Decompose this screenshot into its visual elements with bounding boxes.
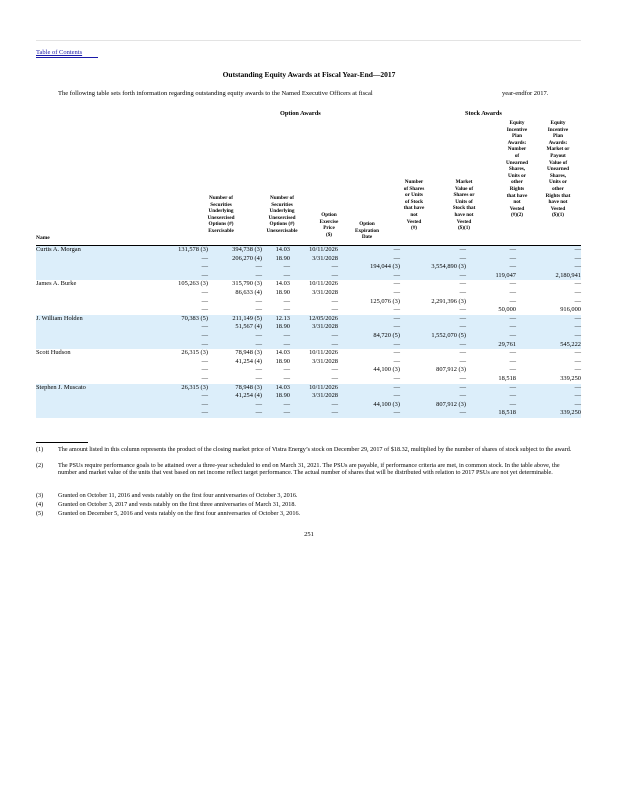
cell-c4: — — [331, 306, 338, 314]
table-row — [36, 323, 581, 332]
cell-c2: — — [255, 366, 262, 374]
table-row — [36, 358, 581, 367]
cell-c1: — — [201, 374, 208, 382]
cell-c6: — — [459, 374, 466, 382]
cell-c1: — — [201, 297, 208, 305]
cell-c4: 3/31/2028 — [312, 288, 338, 296]
cell-c7: — — [466, 246, 516, 255]
page-number: 251 — [304, 531, 314, 538]
page-title: Outstanding Equity Awards at Fiscal Year-End—2017 — [222, 70, 396, 79]
cell-c7: — — [466, 392, 516, 401]
table-row — [36, 315, 581, 324]
cell-name — [36, 263, 164, 272]
cell-c4: — — [290, 409, 338, 418]
footnote-number: (1) — [36, 446, 44, 453]
cell-c3: — — [262, 341, 290, 350]
cell-c8: — — [516, 263, 581, 272]
cell-c2: — — [208, 401, 262, 410]
cell-c5: — — [338, 341, 400, 350]
cell-name: Curtis A. Morgan — [36, 246, 164, 255]
cell-c7: — — [466, 401, 516, 410]
cell-c3: — — [262, 401, 290, 410]
cell-c5: — — [338, 323, 400, 332]
cell-c3: — — [262, 409, 290, 418]
cell-c4: 10/11/2026 — [309, 280, 338, 288]
cell-c3: 14.03 — [262, 384, 290, 393]
cell-c6: — — [400, 323, 466, 332]
cell-c8: — — [516, 332, 581, 341]
cell-c6: — — [459, 288, 466, 296]
cell-c7: — — [509, 366, 516, 374]
table-row — [36, 298, 581, 307]
cell-c1: 26,315 (3) — [181, 349, 208, 357]
cell-c1: — — [201, 366, 208, 374]
cell-c3: 12.13 — [262, 315, 290, 324]
cell-c8: — — [516, 246, 581, 255]
cell-c8: — — [574, 280, 581, 288]
cell-c3: — — [283, 374, 290, 382]
cell-c8: 916,000 — [560, 306, 581, 314]
cell-c7: — — [466, 255, 516, 264]
outstanding-equity-awards-table — [36, 246, 581, 418]
cell-c5: — — [393, 357, 400, 365]
cell-c3: — — [262, 332, 290, 341]
cell-c5: — — [338, 384, 400, 393]
cell-c8: — — [516, 401, 581, 410]
table-row — [36, 366, 581, 375]
table-row — [36, 409, 581, 418]
footnote-number: (5) — [36, 510, 44, 517]
cell-c4: 10/11/2026 — [309, 349, 338, 357]
cell-c6: 3,554,890 (3) — [400, 263, 466, 272]
cell-c6: — — [400, 384, 466, 393]
cell-c3: 14.03 — [275, 349, 290, 357]
cell-c2: 41,254 (4) — [208, 392, 262, 401]
cell-c2: 78,948 (3) — [208, 384, 262, 393]
cell-c8: — — [516, 384, 581, 393]
cell-c1: — — [164, 263, 208, 272]
footnote-number: (3) — [36, 492, 44, 499]
footnote-number: (2) — [36, 462, 44, 469]
cell-c3: 18.90 — [275, 288, 290, 296]
cell-c3: 14.03 — [275, 280, 290, 288]
cell-c3: 18.90 — [262, 323, 290, 332]
cell-c6: — — [400, 341, 466, 350]
cell-c6: 2,291,396 (3) — [431, 297, 466, 305]
cell-c5: — — [338, 255, 400, 264]
footnote-text: Granted on December 5, 2016 and vests ratably on the first four anniversaries of October 3, 2016. — [58, 510, 301, 517]
cell-c7: — — [509, 357, 516, 365]
footnote-text: The PSUs require performance goals to be attained over a three-year scheduled to end on March 31, 2021. The PSUs are payable, if performance criteria are met, in common stock. In the table above, the number and market value of the units that vest based on net income reflect target performance. The actual number of shares that will be distributed with relation to 2017 PSUs are not yet determinable. — [58, 462, 560, 477]
cell-c8: — — [574, 349, 581, 357]
cell-c4: — — [331, 374, 338, 382]
cell-c4: — — [290, 341, 338, 350]
cell-c2: — — [255, 297, 262, 305]
cell-c1: — — [164, 332, 208, 341]
cell-c2: 78,948 (3) — [235, 349, 262, 357]
table-row — [36, 289, 581, 298]
cell-c5: — — [393, 288, 400, 296]
cell-c2: — — [255, 374, 262, 382]
intro-paragraph — [58, 90, 549, 97]
cell-c7: — — [466, 332, 516, 341]
cell-c1: — — [201, 357, 208, 365]
cell-c5: — — [338, 392, 400, 401]
cell-c4: — — [331, 297, 338, 305]
cell-c5: — — [393, 349, 400, 357]
table-row — [36, 280, 581, 289]
cell-c1: — — [164, 341, 208, 350]
cell-c5: 194,044 (3) — [338, 263, 400, 272]
cell-c1: — — [164, 392, 208, 401]
cell-c3: — — [283, 297, 290, 305]
cell-c3: 14.03 — [262, 246, 290, 255]
cell-c5: 125,076 (3) — [370, 297, 400, 305]
cell-c5: — — [338, 315, 400, 324]
cell-c4: — — [290, 272, 338, 281]
cell-c7: — — [509, 297, 516, 305]
cell-c6: 807,912 (3) — [400, 401, 466, 410]
cell-c7: — — [466, 315, 516, 324]
cell-c8: 545,222 — [516, 341, 581, 350]
cell-c5: 44,100 (3) — [373, 366, 400, 374]
cell-c7: 29,761 — [466, 341, 516, 350]
cell-c6: 807,912 (3) — [436, 366, 466, 374]
cell-c7: — — [509, 288, 516, 296]
cell-c6: — — [400, 315, 466, 324]
table-row — [36, 341, 581, 350]
cell-c4: — — [290, 263, 338, 272]
table-row — [36, 401, 581, 410]
cell-c3: 18.90 — [262, 392, 290, 401]
cell-name — [36, 392, 164, 401]
cell-c4: — — [290, 401, 338, 410]
cell-c6: — — [400, 246, 466, 255]
cell-c1: — — [164, 401, 208, 410]
cell-c7: — — [466, 263, 516, 272]
option-awards-header: Option Awards — [280, 110, 321, 117]
cell-c2: — — [208, 272, 262, 281]
cell-c2: — — [208, 409, 262, 418]
cell-c8: — — [516, 255, 581, 264]
cell-c1: 105,263 (3) — [178, 280, 208, 288]
cell-c5: — — [393, 306, 400, 314]
cell-c7: 119,047 — [466, 272, 516, 281]
column-header-c1: Number of Securities Underlying Unexercised Options (#) Exercisable — [207, 195, 235, 234]
cell-name — [36, 332, 164, 341]
table-row — [36, 306, 581, 315]
cell-c3: — — [283, 366, 290, 374]
cell-c4: 3/31/2028 — [312, 357, 338, 365]
cell-c4: 3/31/2028 — [290, 323, 338, 332]
cell-c6: 1,552,070 (5) — [400, 332, 466, 341]
cell-c7: — — [509, 280, 516, 288]
cell-c4: 12/05/2026 — [290, 315, 338, 324]
table-row — [36, 392, 581, 401]
cell-c1: — — [201, 306, 208, 314]
cell-c6: — — [400, 255, 466, 264]
cell-c6: — — [459, 357, 466, 365]
cell-c5: — — [338, 272, 400, 281]
cell-c8: — — [516, 392, 581, 401]
cell-name — [36, 255, 164, 264]
cell-c2: — — [255, 306, 262, 314]
cell-c6: — — [459, 306, 466, 314]
footnote-text: The amount listed in this column represents the product of the closing market price of Vistra Energy’s stock on December 29, 2017 of $18.32, multiplied by the number of shares of stock subject to the award. — [58, 446, 572, 453]
cell-c4: 10/11/2026 — [290, 384, 338, 393]
cell-c5: — — [338, 246, 400, 255]
cell-name — [36, 358, 164, 367]
footnote-number: (4) — [36, 501, 44, 508]
table-row — [36, 375, 581, 384]
table-row — [36, 272, 581, 281]
cell-name — [36, 409, 164, 418]
cell-name — [36, 323, 164, 332]
stock-awards-header: Stock Awards — [465, 110, 502, 117]
column-header-c3: Option Exercise Price ($) — [319, 212, 339, 238]
cell-c2: 41,254 (4) — [235, 357, 262, 365]
footnote-divider — [36, 442, 88, 443]
cell-c8: — — [516, 315, 581, 324]
cell-c3: — — [262, 263, 290, 272]
cell-c5: 44,100 (3) — [338, 401, 400, 410]
cell-c4: 3/31/2028 — [290, 255, 338, 264]
cell-name — [36, 306, 164, 315]
cell-name — [36, 366, 164, 375]
intro-text: The following table sets forth information regarding outstanding equity awards to the Named Executive Officers at fiscal — [58, 90, 373, 97]
cell-c1: 131,578 (3) — [164, 246, 208, 255]
table-row — [36, 246, 581, 255]
cell-c3: 18.90 — [262, 255, 290, 264]
cell-c3: 18.90 — [275, 357, 290, 365]
cell-c2: 206,270 (4) — [208, 255, 262, 264]
cell-name: James A. Burke — [36, 280, 77, 288]
cell-c7: 18,518 — [466, 409, 516, 418]
table-row — [36, 263, 581, 272]
cell-name: Scott Hudson — [36, 349, 71, 357]
cell-c8: — — [574, 357, 581, 365]
cell-c1: 26,315 (3) — [164, 384, 208, 393]
column-header-c6: Market Value of Shares or Units of Stock that have not Vested ($)(1) — [452, 179, 476, 232]
footnote-text: Granted on October 3, 2017 and vests ratably on the first three anniversaries of March 31, 2018. — [58, 501, 296, 508]
cell-name — [36, 272, 164, 281]
cell-c6: — — [400, 409, 466, 418]
cell-name — [36, 341, 164, 350]
cell-c1: — — [164, 255, 208, 264]
cell-name: J. William Holden — [36, 315, 164, 324]
table-of-contents-link[interactable]: Table of Contents — [36, 49, 83, 56]
table-row — [36, 255, 581, 264]
cell-c8: — — [516, 323, 581, 332]
cell-c4: — — [290, 332, 338, 341]
cell-name: Stephen J. Muscato — [36, 384, 164, 393]
page-top-divider — [36, 40, 581, 41]
cell-c1: 70,383 (5) — [164, 315, 208, 324]
table-row — [36, 349, 581, 358]
cell-c5: — — [338, 409, 400, 418]
cell-c5: — — [393, 280, 400, 288]
cell-c1: — — [164, 409, 208, 418]
cell-c2: 86,633 (4) — [235, 288, 262, 296]
cell-c3: — — [262, 272, 290, 281]
cell-c4: 10/11/2026 — [290, 246, 338, 255]
cell-c6: — — [459, 280, 466, 288]
cell-c6: — — [400, 392, 466, 401]
column-header-c7: Equity Incentive Plan Awards: Number of Unearned Shares, Units or other Rights that have not Vested (#)(2) — [506, 120, 528, 219]
cell-name — [36, 289, 164, 298]
cell-c7: — — [466, 384, 516, 393]
cell-c3: — — [283, 306, 290, 314]
column-header-c8: Equity Incentive Plan Awards: Market or Payout Value of Unearned Shares, Units or other Rights that have not Vested ($)(1) — [545, 120, 571, 219]
column-header-c2: Number of Securities Underlying Unexercised Options (#) Unexercisable — [266, 195, 298, 234]
cell-c8: — — [574, 297, 581, 305]
cell-c2: 211,149 (5) — [208, 315, 262, 324]
cell-c7: — — [509, 349, 516, 357]
cell-c6: — — [459, 349, 466, 357]
cell-c8: 339,250 — [560, 374, 581, 382]
cell-c7: 50,000 — [498, 306, 516, 314]
cell-c8: 2,180,941 — [516, 272, 581, 281]
cell-c1: — — [164, 323, 208, 332]
cell-c2: — — [208, 341, 262, 350]
cell-c8: 339,250 — [516, 409, 581, 418]
cell-c2: — — [208, 332, 262, 341]
cell-c6: — — [400, 272, 466, 281]
cell-c2: 394,738 (3) — [208, 246, 262, 255]
footnote-text: Granted on October 11, 2016 and vests ratably on the first four anniversaries of October 3, 2016. — [58, 492, 298, 499]
intro-text-tail: year-endfor 2017. — [502, 90, 549, 97]
cell-name — [36, 401, 164, 410]
cell-c1: — — [201, 288, 208, 296]
cell-c8: — — [574, 288, 581, 296]
cell-c2: 315,790 (3) — [232, 280, 262, 288]
cell-c7: 18,518 — [498, 374, 516, 382]
cell-c1: — — [164, 272, 208, 281]
cell-c2: — — [208, 263, 262, 272]
cell-c7: — — [466, 323, 516, 332]
column-header-c5: Number of Shares or Units of Stock that have not Vested (#) — [403, 179, 425, 232]
toc-link-underline — [36, 57, 98, 58]
cell-name — [36, 375, 164, 384]
cell-c5: — — [393, 374, 400, 382]
cell-c4: 3/31/2028 — [290, 392, 338, 401]
cell-c8: — — [574, 366, 581, 374]
table-row — [36, 332, 581, 341]
cell-c4: — — [331, 366, 338, 374]
column-header-name: Name — [36, 235, 50, 241]
cell-name — [36, 298, 164, 307]
cell-c5: 84,720 (5) — [338, 332, 400, 341]
column-header-c4: Option Expiration Date — [355, 221, 379, 241]
table-row — [36, 384, 581, 393]
cell-c2: 51,567 (4) — [208, 323, 262, 332]
